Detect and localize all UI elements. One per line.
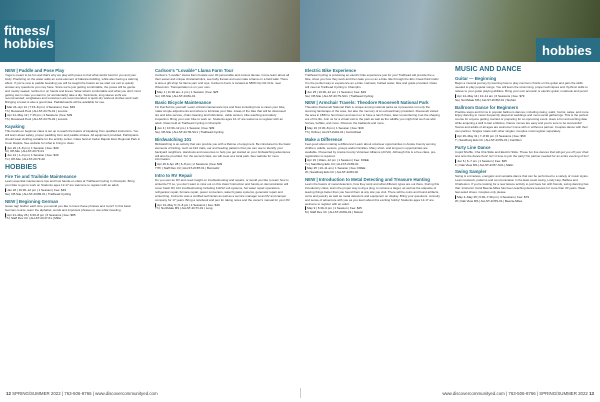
program-title: Kayaking — [5, 123, 25, 129]
program-title: NEW | Beginning German — [5, 198, 59, 204]
schedule-line: ▌Jun 6 | 6–7 pm | 1 Session | Fee: $25 — [455, 158, 507, 163]
program-title: NEW | Paddle and Pose Play — [5, 68, 65, 73]
section-heading-hobbies: HOBBIES — [5, 164, 37, 172]
schedule-line: Sa | Northdale MS | ALLST-2C5M-01 | Stuhler — [455, 97, 517, 102]
program-schedule — [305, 159, 441, 175]
footer-left-text: SPRING/SUMMER 2022 | 763-506-8766 | www.discovercommunityed.com — [12, 391, 158, 396]
program-title: Basic Bicycle Maintenance — [155, 100, 212, 106]
column-4 — [455, 66, 591, 384]
program-schedule — [305, 207, 441, 215]
program-title: Swing Sampler — [455, 169, 487, 175]
schedule-line: M | Staff Dev Ctr | ALLST-2C8H-01 | Nelson — [305, 210, 364, 215]
schedule-line: T/Th | Staff Dev Ctr | ALLST-2C8T-01 | Borrowitz — [155, 166, 220, 171]
schedule-line: Th | Northdale MS | ALLST-2C7V-01 | Long — [155, 206, 213, 211]
program-title: NEW | Armchair Travels: Theodore Roosevelt National Park — [305, 100, 429, 106]
schedule-line: ▌Apr 21–May 26 | 6:30–8 pm | 6 Sessions | Fee: $85 — [5, 212, 76, 217]
page-gutter — [300, 388, 301, 398]
program-schedule — [455, 160, 591, 168]
program-title: Intro to RV Repair — [155, 173, 193, 179]
schedule-line: ▌Jun 21 | 1–3 pm | 1 Session | Fee: $39 — [5, 153, 59, 158]
column-3 — [305, 66, 441, 384]
program-description: Guten tag! Gather each time you would you like to know these phrases and more? In this basic German course, learn the alphabet, words and important phrases to use while traveling. — [5, 203, 131, 212]
schedule-line: W | Oak View MS | ALLST-2C5S-01 | Beezie-Miles — [455, 198, 523, 203]
program-title: Fire Tie and Trailside Maintenance — [5, 174, 77, 180]
schedule-line: ▌Jun 4 | 10:30–12 pm | 1 Session | Fee: $39 — [155, 125, 215, 130]
program-description: Learn essential maintenance tips and how hands-on class at Trailhead Cycling in Champlin. Bring your bike to get to work on Students ages 12-17 are welcome to register with an adult. — [5, 179, 135, 188]
program-title: Carlson's "Lovable" Llama Farm Tour — [155, 68, 234, 73]
program-description: Yoga is meant to be fun and that's why we play with poses to find what works best for you and your body. Practicing on the water adds an extra element of balance-building, while also having a calming effect. If you're new to paddle boarding you will be taught the basics as we start our exit to quietly answer any questions you may have. Since we're just getting comfortable, the poses will be gentle and mostly seated, reclined or on hands and knees. Wear what's comfortable and what you don't mind getting wet in case you want to (or accidentally) take a dip. Swimsuits, long sleeve surfs are recommended; sunglasses and sunscreen are recommended. A quick-dry workout clothes work well. Bringing a towel is also a good idea. Paddleboards will be available for use. — [5, 73, 141, 105]
schedule-line: ▌Apr 26 & Apr 28 | 6–8 pm | 2 Sessions | Fee: $49 — [155, 162, 223, 167]
schedule-line: ▌Jun 20 | 6–8 pm | 1 Session | Fee: $39 — [5, 145, 59, 150]
program-schedule — [155, 163, 291, 171]
column-1 — [5, 66, 141, 384]
schedule-line: Th | Staff Dev Ctr | ALLST-2C47-01 | Miller — [5, 216, 62, 221]
program-schedule — [155, 127, 291, 135]
program-description: Learn the basics of metal detectors, how they work and what different types are out there. During this introductory class, learn the proper way to dig a plug, to retrieve a target, as well as the etiquette of leaving things better than you found them at any site you visit. There will be coins and found artifacts, coins and jewelry as well as metal detectors and equipment on display. Bring your questions, curiosity and sense of adventure with you as you learn about this exciting hobby! Students ages 12-17 are welcome to register with an adult. — [305, 182, 440, 206]
schedule-line: Sa | Off-Site | ALLST-2C7S-SU1 | Trailhead Cycling — [305, 93, 374, 98]
program-title: Party Line Dance — [455, 144, 491, 150]
schedule-line: Sa | Off-Site | ALLST-2C8R-01 | Trailhead Cycling — [5, 191, 71, 196]
schedule-line: ▌May 25 | 10–11 am | 1 Session | Fee: FREE — [305, 166, 366, 171]
program-description: Carlson's "Lovable" Llama Farm boasts over 30 personable and curious llamas. Come learn about all their sweet and unique characteristics, see baby llamas and even take a llama on a field walk. There is also a gift shop for llama yarn and toys. Carlson's Farm is located at 6868 City Rd 10 E, near Wisconsin. Transportation is on your own. — [155, 73, 290, 89]
schedule-line: ▌May 19 | 6:30–8 pm | 1 Session | Fee: $39 — [305, 125, 364, 130]
program-schedule — [455, 135, 591, 143]
program-schedule — [5, 189, 141, 197]
page-number-right: 13 — [589, 391, 594, 396]
program-title: Electric Bike Experience — [305, 68, 357, 73]
program-schedule — [305, 91, 441, 99]
program-description: Practice steps and forms in popular ballroom dances, including swing, waltz, foxtrot, salsa, and more. Enjoy dancing to music frequently played at weddings and most social gatherings. This is the perfect course for anyone getting married or preparing for an upcoming event. Have a fun and exciting date while acquiring a skill to last a lifetime. Dance moves are easy and you're sure to be successful! Teams and adults of all ages are welcome! Come with or without a partner. Couples dance with their own partner. Singles rotate with other singles. Couples must register separately. — [455, 109, 590, 134]
program-description: Feel good about making a difference! Learn about volunteer opportunities in Anoka County serving children, adults, seniors, groups and/or families. Many short- and long-term opportunities are available. Presented by Anoka County Volunteer Alliance (ACVA). Although this is a free class, pre-registration is required. — [305, 141, 437, 158]
program-title: Birdwatching 101 — [155, 136, 192, 142]
program-schedule — [305, 127, 441, 135]
schedule-line: Th | Roosevelt Pool | ALLST-2C7S-01 | Loomis — [5, 109, 68, 114]
schedule-line: T | Sandburg Edu Ctr | ALLST-2C5S-01 | Carrillion — [455, 137, 522, 142]
program-description: Cupid Shuffle, Cha Cha Slide and Electric Slide. These fun line dances that will get you off your chair and onto the dance floor! Isn't it time to join the party! No partner needed for an entire evening of fun! — [455, 149, 589, 158]
schedule-line: Th | Roosevelt Pool | ALLST-2C7S-02 | Loomis — [5, 116, 68, 121]
schedule-line: ▌May 4–May 25 | 6:30–7:30 pm | 4 Sessions | Fee: $79 — [455, 194, 530, 199]
program-description: Fix that flat tire yourself. Learn critical maintenance tips and fixes including how to clean your bike, make simple adjustments and where to lubricate your bike. Areas of the bike that will be discussed: tire and tube service, chain cleaning and lubrication, cable tension, bike washing and safety inspection. Bring your own bike to work on. Students ages 12-17 are welcome to register with an adult. Class held at Trailhead Cycling in Champlin. — [155, 105, 287, 126]
schedule-line: ▌Mar 24–Apr 14 | 7:15–8 pm | 4 Sessions | Fee: $39 — [5, 105, 76, 110]
schedule-line: Sa | Off-Site | ALLST-2C7R-SU1 | Trailhead Cycling — [155, 129, 224, 134]
footer-left — [6, 391, 158, 396]
program-description: Do you own an RV and need insight on troubleshooting and repairs, or would you like to learn how to winterize? If so, you don't want to miss out on this class! Instruction and hands-on demonstration will cover basic RV 101 troubleshooting including 110/12 volt systems, hot water repair operations, refrigerator repair, furnace repair, power converters, water bypass systems, generator repair and winterizing. Instructor was a certified technician as well as a service manager at an RV and camper company for 17 years. Bring a notebook and pen for taking notes and the owner's manual for your RV. — [155, 178, 291, 202]
schedule-line: ▌Apr 14–May 14 | 10–11 am | 6 Sessions | Fee: $79 — [455, 93, 525, 98]
schedule-line: F | Oak View MS | ALLST-2C57-SU1 | Malin — [455, 162, 514, 167]
schedule-line: Th | Online | ALLST-2H01-01 | Carmichael — [305, 129, 362, 134]
program-schedule — [5, 106, 141, 122]
program-schedule — [5, 147, 141, 163]
program-description: Swing is a timeless, energetic and versatile dance that can be performed to a variety of music styles. Learn footwork, patterns and communication in the East coast swing, Lindy Hop, Balboa and Charleston. If you're looking for a new leisure activity to just have fun with friends, swing dancing has that. Instructor Carol Beezie-Miles has been teaching dance lessons for more than 30 years. Wear fast-soled shoes. Couples only please. — [455, 174, 589, 195]
schedule-line: ▌Jan 26 | 10:30–12 pm | 1 Session | Fee: $49 — [5, 187, 67, 192]
schedule-line: ▌Jun 25 | 10:30–12 pm | 1 Session | Fee: $29 — [305, 89, 367, 94]
program-description: This hands-on beginner class is set up to teach the basics of kayaking from qualified instructors. You will learn about safety, proper paddling form and paddle strokes. All equipment provided. Participants should wear clothing suitable for the activity center. Class held at Cedar Rapids Dam Regional Park in Coon Rapids. See website for what to bring to class. — [5, 128, 141, 145]
banner-title-right: hobbies — [542, 43, 592, 58]
schedule-line: ▌May 9 | 6:30–9 pm | 1 Session | Fee: $45 — [305, 206, 362, 211]
schedule-line: Tu | Off-Site | ALLST-2C7F-02 — [5, 157, 45, 162]
schedule-line: ▌Apr 19 | 10am–12 pm | 1 Session | Fee: FREE — [305, 158, 369, 163]
section-heading-music-dance: MUSIC AND DANCE — [455, 66, 522, 73]
program-schedule — [455, 196, 591, 204]
program-title: Ballroom Dance for Beginners — [455, 104, 519, 110]
program-schedule — [5, 214, 141, 222]
program-description: Theodore Roosevelt National Park is unique among national parks as it preserves not only the stunning landscape of the area, but also the memory of an extraordinary president. Roosevelt visited the area in 1883 to hunt bison and went on to have a ranch there, later remembering it as the shaping era of his life. Join us for a virtual visit to the park as well as the wildlife you might find such as wild horses, buffalo, and more. Discover the badlands and more. — [305, 105, 440, 126]
schedule-line: Tu | Sandburg Edu Ctr | ALLST-2C83-01 — [305, 162, 359, 167]
column-2 — [155, 66, 291, 384]
schedule-line: M | Off-Site | ALLST-2C7F-01 — [5, 149, 45, 154]
program-schedule — [155, 204, 291, 212]
header-banner — [0, 0, 600, 62]
banner-title-left: fitness/ hobbies — [4, 23, 54, 51]
schedule-line: ▌May 1 | 11:30 am–1 pm | 1 Session | Fee: $25 — [155, 89, 219, 94]
schedule-line: ▌Apr 21–May 12 | 7:15 pm | 4 Sessions | Fee: $39 — [5, 113, 73, 118]
program-schedule — [155, 91, 291, 99]
program-description: Begin a musical journey by learning how to play common chords on the guitar and gain the skills needed to play popular songs. You will learn the strumming, proper techniques and rhythmic skills to relieve to your guitar playing abilities. Bring your own acoustic or electric guitar, notebook and pencil. — [455, 81, 589, 93]
schedule-line: Su | Off-Site | ALLST-2C8A-01 — [155, 93, 196, 98]
program-title: Guitar — Beginning — [455, 76, 497, 81]
schedule-line: ▌Apr 14–May 5 | 6–8 pm | 4 Sessions | Fee: $49 — [155, 202, 220, 207]
footer-right-text: www.discovercommunityed.com | 763-506-8766 | SPRING/SUMMER 2022 — [442, 391, 588, 396]
schedule-line: ▌Apr 26–May 31 | 7–8:30 pm | 6 Sessions | Fee: $59 — [455, 133, 526, 138]
program-description: Birdwatching is an activity that can provide you with a lifetime of enjoyment. Be introduced to the basic elements of birding, such as bird traits, ear and feeding patterns that you can use to identify your backyard neighbors. Handouts and resources to help you get started on your birdwatching adventures will also be provided. For the second class, we will meet at a local park. See website for more information. — [155, 141, 291, 162]
program-description: Trailhead Cycling is producing an electric bike experience just for you! Trailhead will provide the e-bike, show you how they work and then take you on an e-bike ride through the Elm Creek Park trails! It is the perfect way to experience an e-bike. Helmets, bottled water, bike and guide provided. Class will meet at Trailhead Cycling in Champlin. — [305, 73, 439, 89]
footer-right — [442, 391, 594, 396]
page-number-left: 12 — [6, 391, 11, 396]
schedule-line: W | Sandburg Edu Ctr | ALLST-2C83-02 — [305, 170, 359, 175]
program-title: Make a Difference — [305, 136, 343, 142]
program-schedule — [455, 95, 591, 103]
program-title: NEW | Introduction to Metal Detecting and Treasure Hunting — [305, 177, 430, 183]
